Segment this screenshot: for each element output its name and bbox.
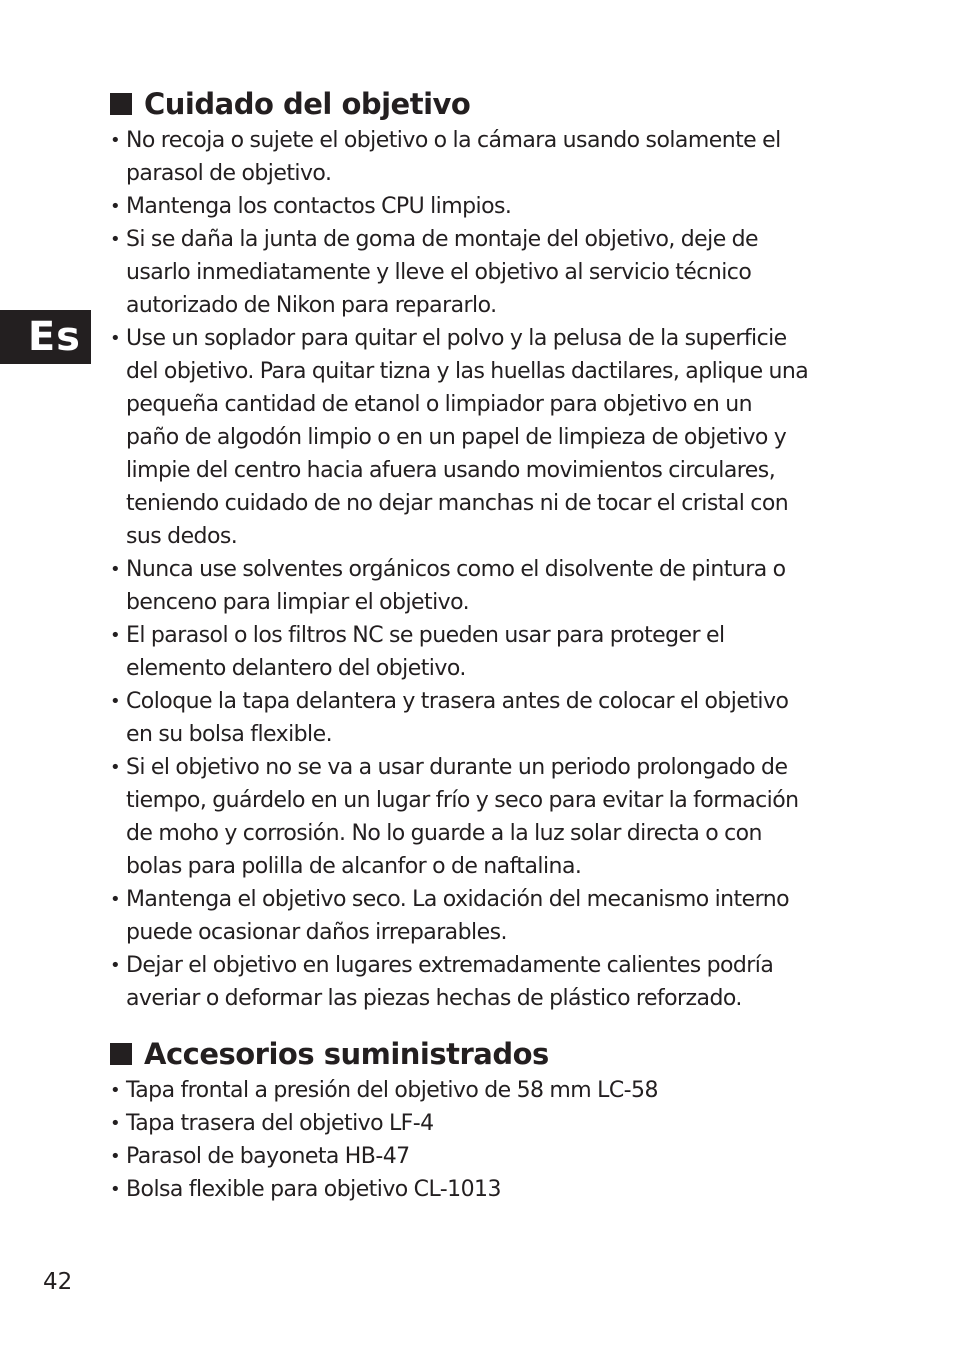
language-tab: Es [0, 310, 91, 364]
list-item-text-line: Nunca use solventes orgánicos como el disolvente de pintura o [126, 557, 786, 582]
list-item [110, 883, 850, 949]
list-item-text-line: Tapa trasera del objetivo LF-4 [126, 1111, 434, 1136]
list-item-text-line: Si se daña la junta de goma de montaje del objetivo, deje de [126, 227, 759, 252]
heading-square-icon [110, 93, 132, 115]
list-item-text-line: No recoja o sujete el objetivo o la cámara usando solamente el [126, 128, 781, 153]
list-item-text-line: Coloque la tapa delantera y trasera antes de colocar el objetivo [126, 689, 789, 714]
list-item [110, 751, 850, 883]
list-item [110, 949, 850, 1015]
list-item [110, 1140, 850, 1173]
heading-square-icon [110, 1043, 132, 1065]
list-item [110, 1107, 850, 1140]
list-item [110, 322, 850, 553]
list-item-text-line: parasol de objetivo. [126, 161, 332, 186]
list-item [110, 190, 850, 223]
list-item-text-line: Bolsa flexible para objetivo CL-1013 [126, 1177, 501, 1202]
bullet-icon: • [110, 1080, 121, 1101]
list-item-text-line: del objetivo. Para quitar tizna y las huellas dactilares, aplique una [126, 359, 809, 384]
section-lens-care [110, 84, 850, 1015]
lens-care-list [110, 124, 850, 1015]
section-heading-supplied-accessories [110, 1034, 850, 1074]
bullet-icon: • [110, 625, 121, 646]
section-title: Cuidado del objetivo [144, 87, 471, 121]
list-item-text-line: Mantenga los contactos CPU limpios. [126, 194, 512, 219]
list-item [110, 685, 850, 751]
list-item-text-line: Mantenga el objetivo seco. La oxidación del mecanismo interno [126, 887, 790, 912]
bullet-icon: • [110, 757, 121, 778]
bullet-icon: • [110, 1179, 121, 1200]
bullet-icon: • [110, 889, 121, 910]
list-item [110, 124, 850, 190]
list-item-text-line: Use un soplador para quitar el polvo y la pelusa de la superficie [126, 326, 787, 351]
list-item-text-line: bolas para polilla de alcanfor o de naftalina. [126, 854, 582, 879]
list-item-text-line: pequeña cantidad de etanol o limpiador para objetivo en un [126, 392, 753, 417]
bullet-icon: • [110, 328, 121, 349]
list-item-text-line: benceno para limpiar el objetivo. [126, 590, 470, 615]
bullet-icon: • [110, 229, 121, 250]
list-item-text-line: limpie del centro hacia afuera usando movimientos circulares, [126, 458, 776, 483]
bullet-icon: • [110, 196, 121, 217]
list-item-text-line: Dejar el objetivo en lugares extremadamente calientes podría [126, 953, 774, 978]
list-item-text-line: Tapa frontal a presión del objetivo de 58 mm LC-58 [126, 1078, 658, 1103]
bullet-icon: • [110, 1146, 121, 1167]
list-item-text-line: sus dedos. [126, 524, 238, 549]
list-item-text-line: teniendo cuidado de no dejar manchas ni de tocar el cristal con [126, 491, 789, 516]
bullet-icon: • [110, 955, 121, 976]
section-supplied-accessories [110, 1034, 850, 1206]
list-item-text-line: en su bolsa flexible. [126, 722, 333, 747]
list-item [110, 1074, 850, 1107]
list-item-text-line: Si el objetivo no se va a usar durante un periodo prolongado de [126, 755, 788, 780]
list-item-text-line: paño de algodón limpio o en un papel de limpieza de objetivo y [126, 425, 787, 450]
list-item-text-line: Parasol de bayoneta HB-47 [126, 1144, 410, 1169]
section-heading-lens-care [110, 84, 850, 124]
list-item-text-line: El parasol o los filtros NC se pueden usar para proteger el [126, 623, 725, 648]
list-item-text-line: tiempo, guárdelo en un lugar frío y seco para evitar la formación [126, 788, 799, 813]
bullet-icon: • [110, 559, 121, 580]
list-item-text-line: elemento delantero del objetivo. [126, 656, 466, 681]
bullet-icon: • [110, 130, 121, 151]
list-item-text-line: de moho y corrosión. No lo guarde a la luz solar directa o con [126, 821, 762, 846]
list-item [110, 223, 850, 322]
bullet-icon: • [110, 691, 121, 712]
list-item-text-line: puede ocasionar daños irreparables. [126, 920, 507, 945]
section-title: Accesorios suministrados [144, 1037, 549, 1071]
bullet-icon: • [110, 1113, 121, 1134]
list-item-text-line: usarlo inmediatamente y lleve el objetivo al servicio técnico [126, 260, 752, 285]
list-item [110, 619, 850, 685]
list-item [110, 553, 850, 619]
list-item-text-line: averiar o deformar las piezas hechas de plástico reforzado. [126, 986, 742, 1011]
page-number: 42 [43, 1269, 73, 1295]
list-item [110, 1173, 850, 1206]
list-item-text-line: autorizado de Nikon para repararlo. [126, 293, 497, 318]
accessories-list [110, 1074, 850, 1206]
